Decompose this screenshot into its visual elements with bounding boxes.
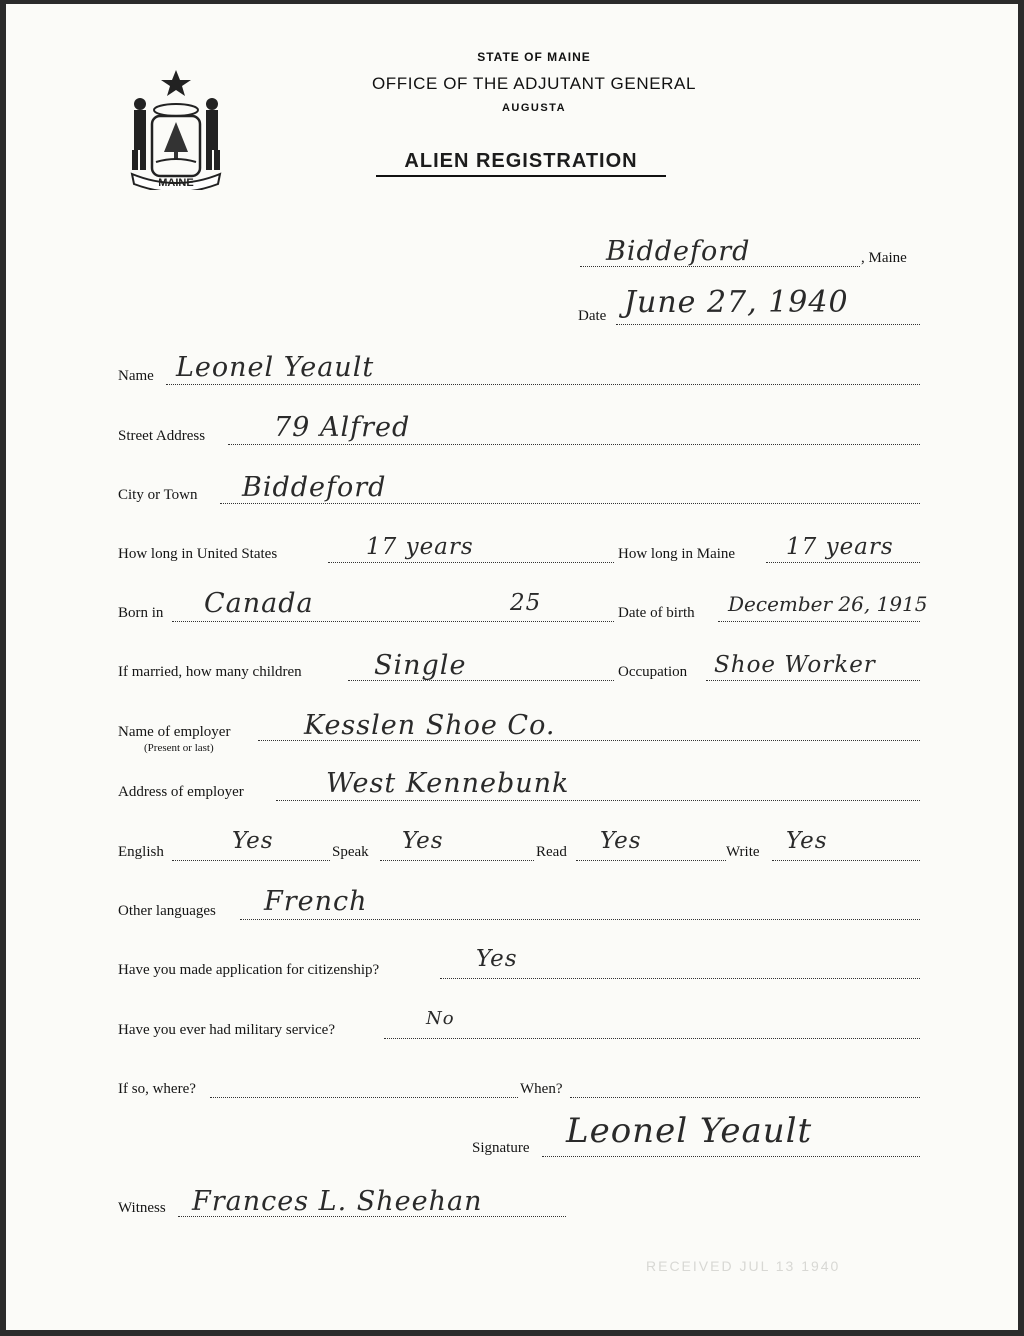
english-line <box>172 860 330 861</box>
speak-line <box>380 860 534 861</box>
how-long-maine-label: How long in Maine <box>618 546 736 562</box>
military-label: Have you ever had military service? <box>118 1022 335 1038</box>
city-label: City or Town <box>118 487 198 503</box>
registration-form <box>6 4 1018 1330</box>
employer-label: Name of employer <box>118 724 231 740</box>
occupation-line <box>706 680 920 681</box>
how-long-maine-line <box>766 562 920 563</box>
svg-text:MAINE: MAINE <box>158 177 194 189</box>
speak-value: Yes <box>402 828 444 854</box>
other-languages-line <box>240 919 920 920</box>
write-line <box>772 860 920 861</box>
office-heading: OFFICE OF THE ADJUTANT GENERAL <box>371 74 697 93</box>
english-label: English <box>118 844 164 860</box>
dob-line <box>718 621 920 622</box>
city-heading: AUGUSTA <box>501 102 567 114</box>
street-label: Street Address <box>118 428 206 444</box>
signature-label: Signature <box>472 1140 530 1156</box>
employer-value: Kesslen Shoe Co. <box>304 710 556 741</box>
witness-label: Witness <box>118 1200 166 1216</box>
maine-label: , Maine <box>861 250 907 266</box>
how-long-maine-value: 17 years <box>786 534 894 560</box>
military-value: No <box>426 1008 455 1029</box>
other-languages-label: Other languages <box>118 903 216 919</box>
dob-label: Date of birth <box>618 605 695 621</box>
employer-sublabel: (Present or last) <box>144 742 214 754</box>
when-label: When? <box>520 1081 563 1097</box>
received-stamp: RECEIVED JUL 13 1940 <box>646 1258 841 1274</box>
other-languages-value: French <box>264 886 368 917</box>
speak-label: Speak <box>332 844 369 860</box>
military-line <box>384 1038 920 1039</box>
write-value: Yes <box>786 828 828 854</box>
name-value: Leonel Yeault <box>176 352 375 383</box>
children-label: If married, how many children <box>118 664 302 680</box>
read-value: Yes <box>600 828 642 854</box>
citizenship-line <box>440 978 920 979</box>
citizenship-label: Have you made application for citizenship? <box>118 962 380 978</box>
name-label: Name <box>118 368 154 384</box>
where-line <box>210 1097 518 1098</box>
date-label: Date <box>578 308 607 324</box>
read-line <box>576 860 726 861</box>
dob-value: December 26, 1915 <box>728 592 928 616</box>
street-line <box>228 444 920 445</box>
where-label: If so, where? <box>118 1081 196 1097</box>
city-line <box>220 503 920 504</box>
citizenship-value: Yes <box>476 946 518 972</box>
city-value: Biddeford <box>242 472 387 503</box>
born-in-label: Born in <box>118 605 164 621</box>
employer-address-value: West Kennebunk <box>326 768 570 799</box>
witness-value: Frances L. Sheehan <box>192 1186 483 1217</box>
occupation-label: Occupation <box>618 664 688 680</box>
when-line <box>570 1097 920 1098</box>
born-in-line <box>172 621 614 622</box>
state-heading: STATE OF MAINE <box>477 50 591 64</box>
date-line <box>616 324 920 325</box>
signature-value: Leonel Yeault <box>566 1111 813 1151</box>
how-long-us-line <box>328 562 614 563</box>
write-label: Write <box>726 844 760 860</box>
employer-address-line <box>276 800 920 801</box>
read-label: Read <box>536 844 567 860</box>
age-note: 25 <box>510 590 542 616</box>
signature-line <box>542 1156 920 1157</box>
how-long-us-label: How long in United States <box>118 546 278 562</box>
occupation-value: Shoe Worker <box>714 652 876 678</box>
children-value: Single <box>374 650 467 681</box>
english-value: Yes <box>232 828 274 854</box>
street-value: 79 Alfred <box>274 412 411 443</box>
form-title: ALIEN REGISTRATION <box>376 150 666 177</box>
born-in-value: Canada <box>204 588 314 619</box>
employer-address-label: Address of employer <box>118 784 244 800</box>
name-line <box>166 384 920 385</box>
date-value: June 27, 1940 <box>624 285 849 320</box>
town-value: Biddeford <box>606 236 751 267</box>
how-long-us-value: 17 years <box>366 534 474 560</box>
